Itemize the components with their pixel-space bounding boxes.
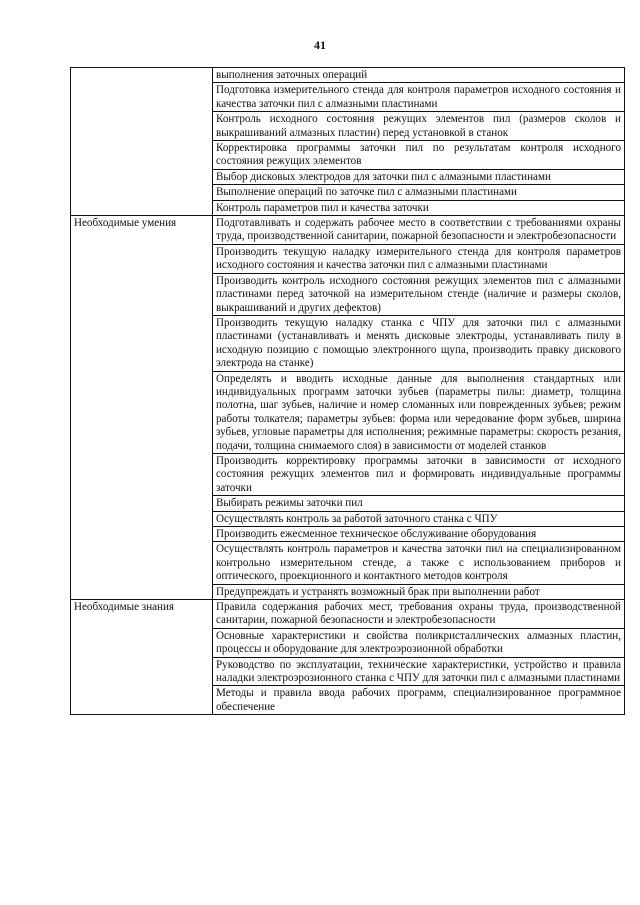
item-cell: Осуществлять контроль параметров и качества заточки пил на специализированном контрольно измерительном стенде, а также с использованием приборов и оптического, проекционного и контактного методов контроля xyxy=(213,542,625,584)
item-cell: Подготавливать и содержать рабочее место в соответствии с требованиями охраны труда, производственной санитарии, пожарной безопасности и электробезопасности xyxy=(213,216,625,245)
table-row xyxy=(71,216,625,245)
item-cell: Контроль параметров пил и качества заточки xyxy=(213,200,625,215)
item-cell: Производить корректировку программы заточки в зависимости от исходного состояния режущих элементов пил и формировать индивидуальные программы заточки xyxy=(213,453,625,495)
section-label xyxy=(71,68,213,216)
section-label: Необходимые умения xyxy=(71,216,213,600)
item-cell: Руководство по эксплуатации, технические характеристики, устройство и правила наладки электроэрозионного станка с ЧПУ для заточки пил с алмазными пластинами xyxy=(213,657,625,686)
item-cell: Методы и правила ввода рабочих программ, специализированное программное обеспечение xyxy=(213,686,625,715)
table-row xyxy=(71,68,625,83)
page-number: 41 xyxy=(314,38,326,52)
item-cell: Корректировка программы заточки пил по результатам контроля исходного состояния режущих элементов xyxy=(213,141,625,170)
item-cell: Выбор дисковых электродов для заточки пил с алмазными пластинами xyxy=(213,169,625,184)
section-label: Необходимые знания xyxy=(71,600,213,715)
table-row xyxy=(71,600,625,629)
item-cell: Подготовка измерительного стенда для контроля параметров исходного состояния и качества заточки пил с алмазными пластинами xyxy=(213,83,625,112)
item-cell: Выбирать режимы заточки пил xyxy=(213,496,625,511)
item-cell: Производить контроль исходного состояния режущих элементов пил с алмазными пластинами перед заточкой на измерительном стенде (наличие и размеры сколов, выкрашиваний и других дефектов) xyxy=(213,273,625,315)
item-cell: Осуществлять контроль за работой заточного станка с ЧПУ xyxy=(213,511,625,526)
competency-table xyxy=(70,67,625,715)
item-cell: Производить текущую наладку измерительного стенда для контроля параметров исходного состояния и качества заточки пил с алмазными пластинами xyxy=(213,244,625,273)
item-cell: Производить текущую наладку станка с ЧПУ для заточки пил с алмазными пластинами (устанавливать и менять дисковые электроды, устанавливать пилу в исходную позицию с помощью электронного щупа, производить правку дискового электрода на станке) xyxy=(213,315,625,371)
item-cell: выполнения заточных операций xyxy=(213,68,625,83)
item-cell: Контроль исходного состояния режущих элементов пил (размеров сколов и выкрашиваний алмазных пластин) перед установкой в станок xyxy=(213,112,625,141)
item-cell: Выполнение операций по заточке пил с алмазными пластинами xyxy=(213,185,625,200)
item-cell: Правила содержания рабочих мест, требования охраны труда, производственной санитарии, пожарной безопасности и электробезопасности xyxy=(213,600,625,629)
item-cell: Основные характеристики и свойства поликристаллических алмазных пластин, процессы и оборудование для электроэрозионной обработки xyxy=(213,628,625,657)
item-cell: Предупреждать и устранять возможный брак при выполнении работ xyxy=(213,584,625,599)
item-cell: Производить ежесменное техническое обслуживание оборудования xyxy=(213,527,625,542)
item-cell: Определять и вводить исходные данные для выполнения стандартных или индивидуальных программ заточки зубьев (параметры пилы: диаметр, толщина полотна, шаг зубьев, наличие и номер сломанных или поврежденных зубьев; режим работы толкателя; параметры зубьев: форма или чередование форм зубьев, ширина зубьев, угловые параметры для исполнения; режимные параметры: скорость резания, подачи, толщина снимаемого слоя) в зависимости от моделей станков xyxy=(213,371,625,453)
